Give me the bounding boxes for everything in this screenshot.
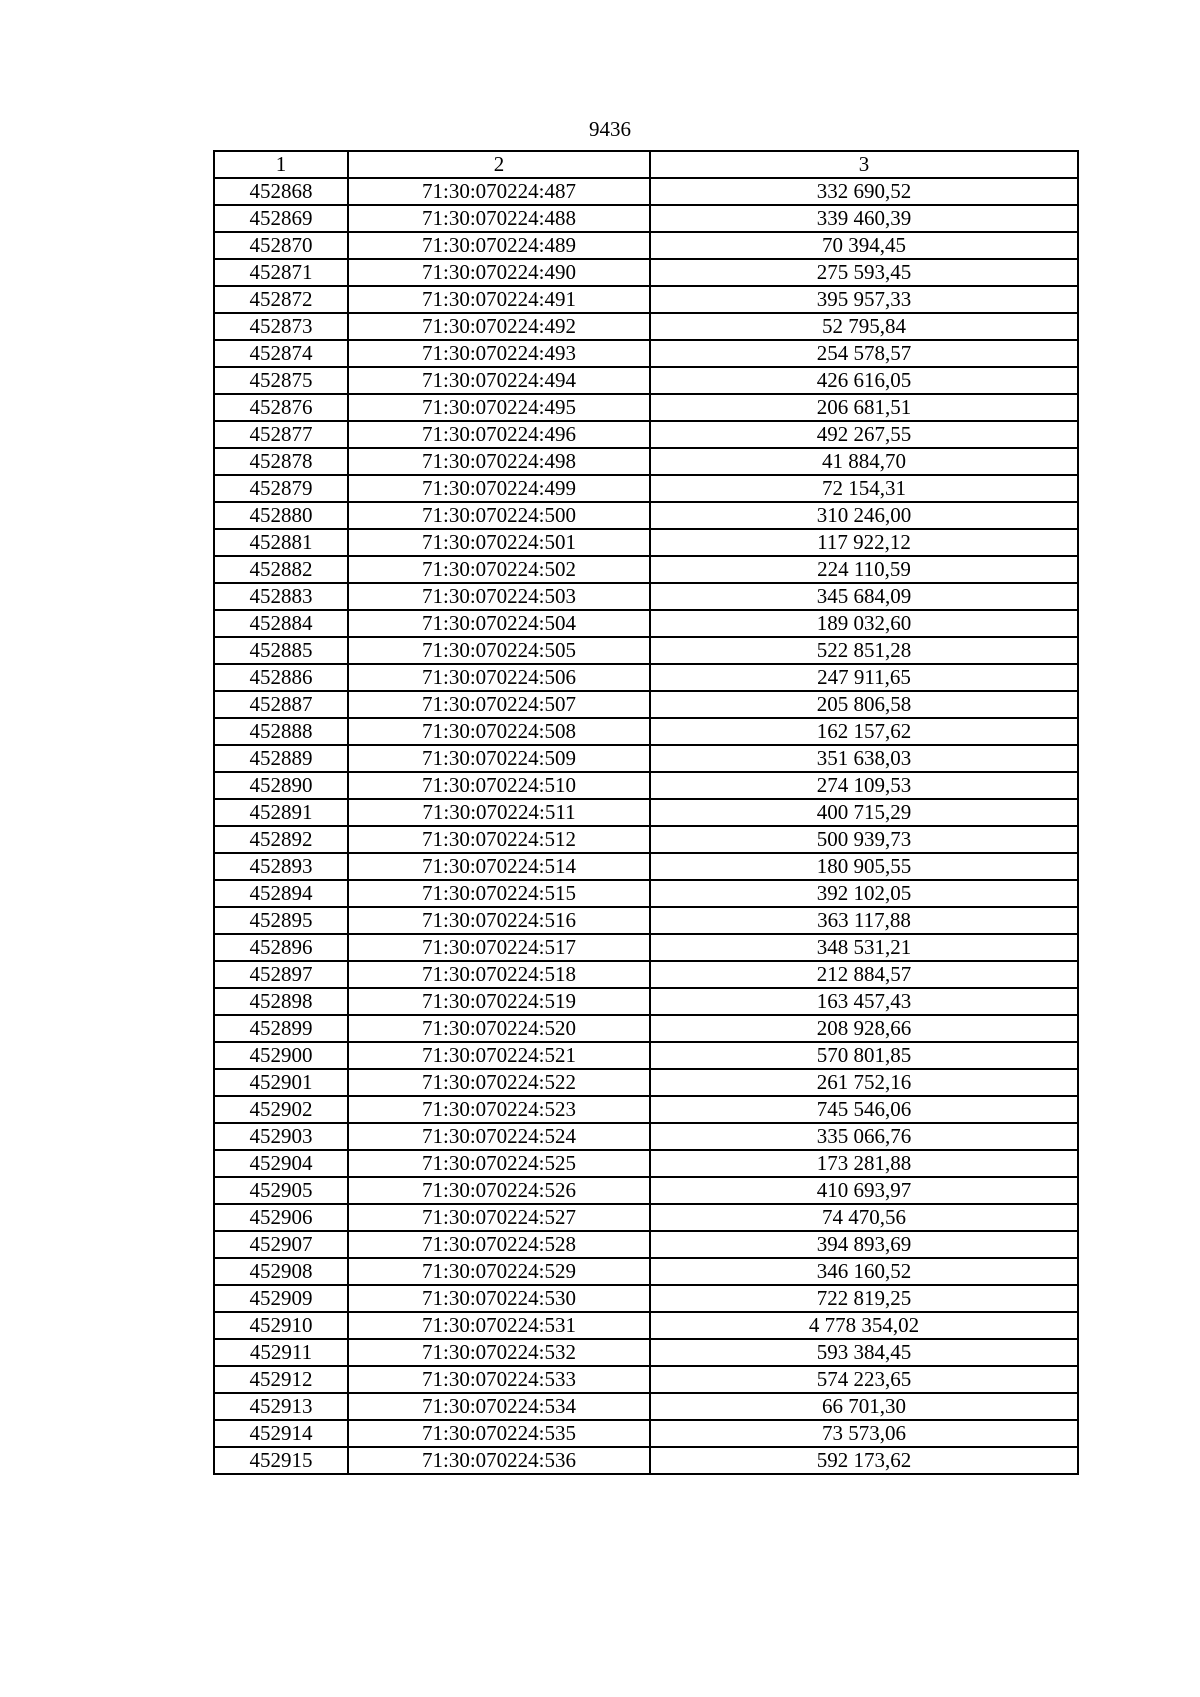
row-number-cell: 452904 bbox=[214, 1150, 348, 1177]
value-cell: 206 681,51 bbox=[650, 394, 1078, 421]
value-cell: 345 684,09 bbox=[650, 583, 1078, 610]
cadastral-number-cell: 71:30:070224:505 bbox=[348, 637, 650, 664]
row-number-cell: 452880 bbox=[214, 502, 348, 529]
row-number-cell: 452908 bbox=[214, 1258, 348, 1285]
value-cell: 275 593,45 bbox=[650, 259, 1078, 286]
cadastral-number-cell: 71:30:070224:526 bbox=[348, 1177, 650, 1204]
row-number-cell: 452882 bbox=[214, 556, 348, 583]
cadastral-number-cell: 71:30:070224:507 bbox=[348, 691, 650, 718]
value-cell: 492 267,55 bbox=[650, 421, 1078, 448]
table-row bbox=[214, 178, 1078, 205]
table-row bbox=[214, 799, 1078, 826]
table-row bbox=[214, 853, 1078, 880]
row-number-cell: 452907 bbox=[214, 1231, 348, 1258]
table-row bbox=[214, 907, 1078, 934]
value-cell: 180 905,55 bbox=[650, 853, 1078, 880]
value-cell: 274 109,53 bbox=[650, 772, 1078, 799]
row-number-cell: 452889 bbox=[214, 745, 348, 772]
table-row bbox=[214, 1447, 1078, 1474]
value-cell: 205 806,58 bbox=[650, 691, 1078, 718]
value-cell: 254 578,57 bbox=[650, 340, 1078, 367]
cadastral-number-cell: 71:30:070224:531 bbox=[348, 1312, 650, 1339]
row-number-cell: 452892 bbox=[214, 826, 348, 853]
value-cell: 745 546,06 bbox=[650, 1096, 1078, 1123]
table-row bbox=[214, 475, 1078, 502]
value-cell: 117 922,12 bbox=[650, 529, 1078, 556]
table-row bbox=[214, 1420, 1078, 1447]
row-number-cell: 452895 bbox=[214, 907, 348, 934]
table-row bbox=[214, 745, 1078, 772]
cadastral-number-cell: 71:30:070224:491 bbox=[348, 286, 650, 313]
table-row bbox=[214, 1339, 1078, 1366]
table-row bbox=[214, 1312, 1078, 1339]
row-number-cell: 452899 bbox=[214, 1015, 348, 1042]
row-number-cell: 452900 bbox=[214, 1042, 348, 1069]
row-number-cell: 452885 bbox=[214, 637, 348, 664]
value-cell: 41 884,70 bbox=[650, 448, 1078, 475]
row-number-cell: 452903 bbox=[214, 1123, 348, 1150]
table-row bbox=[214, 556, 1078, 583]
cadastral-number-cell: 71:30:070224:523 bbox=[348, 1096, 650, 1123]
table-row bbox=[214, 961, 1078, 988]
row-number-cell: 452914 bbox=[214, 1420, 348, 1447]
cadastral-number-cell: 71:30:070224:488 bbox=[348, 205, 650, 232]
value-cell: 208 928,66 bbox=[650, 1015, 1078, 1042]
table-row bbox=[214, 772, 1078, 799]
row-number-cell: 452868 bbox=[214, 178, 348, 205]
value-cell: 351 638,03 bbox=[650, 745, 1078, 772]
row-number-cell: 452896 bbox=[214, 934, 348, 961]
value-cell: 592 173,62 bbox=[650, 1447, 1078, 1474]
value-cell: 162 157,62 bbox=[650, 718, 1078, 745]
row-number-cell: 452887 bbox=[214, 691, 348, 718]
value-cell: 570 801,85 bbox=[650, 1042, 1078, 1069]
row-number-cell: 452901 bbox=[214, 1069, 348, 1096]
cadastral-number-cell: 71:30:070224:489 bbox=[348, 232, 650, 259]
value-cell: 335 066,76 bbox=[650, 1123, 1078, 1150]
table-row bbox=[214, 934, 1078, 961]
cadastral-number-cell: 71:30:070224:510 bbox=[348, 772, 650, 799]
row-number-cell: 452878 bbox=[214, 448, 348, 475]
header-col-3: 3 bbox=[650, 151, 1078, 178]
cadastral-number-cell: 71:30:070224:533 bbox=[348, 1366, 650, 1393]
value-cell: 163 457,43 bbox=[650, 988, 1078, 1015]
cadastral-number-cell: 71:30:070224:522 bbox=[348, 1069, 650, 1096]
row-number-cell: 452872 bbox=[214, 286, 348, 313]
table-row bbox=[214, 1393, 1078, 1420]
cadastral-number-cell: 71:30:070224:494 bbox=[348, 367, 650, 394]
row-number-cell: 452890 bbox=[214, 772, 348, 799]
table-row bbox=[214, 664, 1078, 691]
table-row bbox=[214, 1177, 1078, 1204]
cadastral-number-cell: 71:30:070224:515 bbox=[348, 880, 650, 907]
cadastral-number-cell: 71:30:070224:509 bbox=[348, 745, 650, 772]
value-cell: 363 117,88 bbox=[650, 907, 1078, 934]
value-cell: 52 795,84 bbox=[650, 313, 1078, 340]
table-row bbox=[214, 205, 1078, 232]
cadastral-number-cell: 71:30:070224:516 bbox=[348, 907, 650, 934]
row-number-cell: 452902 bbox=[214, 1096, 348, 1123]
table-row bbox=[214, 1042, 1078, 1069]
value-cell: 332 690,52 bbox=[650, 178, 1078, 205]
table-row bbox=[214, 1069, 1078, 1096]
value-cell: 426 616,05 bbox=[650, 367, 1078, 394]
cadastral-number-cell: 71:30:070224:500 bbox=[348, 502, 650, 529]
value-cell: 212 884,57 bbox=[650, 961, 1078, 988]
row-number-cell: 452897 bbox=[214, 961, 348, 988]
table-row bbox=[214, 1231, 1078, 1258]
table-row bbox=[214, 1096, 1078, 1123]
value-cell: 522 851,28 bbox=[650, 637, 1078, 664]
row-number-cell: 452869 bbox=[214, 205, 348, 232]
cadastral-number-cell: 71:30:070224:495 bbox=[348, 394, 650, 421]
row-number-cell: 452911 bbox=[214, 1339, 348, 1366]
value-cell: 173 281,88 bbox=[650, 1150, 1078, 1177]
cadastral-number-cell: 71:30:070224:528 bbox=[348, 1231, 650, 1258]
value-cell: 574 223,65 bbox=[650, 1366, 1078, 1393]
table-row bbox=[214, 1258, 1078, 1285]
table-row bbox=[214, 1123, 1078, 1150]
cadastral-number-cell: 71:30:070224:503 bbox=[348, 583, 650, 610]
table-row bbox=[214, 718, 1078, 745]
row-number-cell: 452888 bbox=[214, 718, 348, 745]
value-cell: 74 470,56 bbox=[650, 1204, 1078, 1231]
table-row bbox=[214, 259, 1078, 286]
cadastral-number-cell: 71:30:070224:514 bbox=[348, 853, 650, 880]
cadastral-number-cell: 71:30:070224:508 bbox=[348, 718, 650, 745]
value-cell: 346 160,52 bbox=[650, 1258, 1078, 1285]
table-row bbox=[214, 448, 1078, 475]
row-number-cell: 452909 bbox=[214, 1285, 348, 1312]
data-table bbox=[213, 150, 1079, 1475]
cadastral-number-cell: 71:30:070224:512 bbox=[348, 826, 650, 853]
value-cell: 70 394,45 bbox=[650, 232, 1078, 259]
table-row bbox=[214, 1285, 1078, 1312]
cadastral-number-cell: 71:30:070224:527 bbox=[348, 1204, 650, 1231]
table-row bbox=[214, 583, 1078, 610]
row-number-cell: 452910 bbox=[214, 1312, 348, 1339]
cadastral-number-cell: 71:30:070224:504 bbox=[348, 610, 650, 637]
page-number: 9436 bbox=[589, 117, 631, 141]
cadastral-number-cell: 71:30:070224:529 bbox=[348, 1258, 650, 1285]
row-number-cell: 452881 bbox=[214, 529, 348, 556]
cadastral-number-cell: 71:30:070224:536 bbox=[348, 1447, 650, 1474]
row-number-cell: 452871 bbox=[214, 259, 348, 286]
value-cell: 500 939,73 bbox=[650, 826, 1078, 853]
value-cell: 4 778 354,02 bbox=[650, 1312, 1078, 1339]
cadastral-number-cell: 71:30:070224:493 bbox=[348, 340, 650, 367]
value-cell: 310 246,00 bbox=[650, 502, 1078, 529]
cadastral-number-cell: 71:30:070224:530 bbox=[348, 1285, 650, 1312]
cadastral-number-cell: 71:30:070224:490 bbox=[348, 259, 650, 286]
value-cell: 722 819,25 bbox=[650, 1285, 1078, 1312]
cadastral-number-cell: 71:30:070224:519 bbox=[348, 988, 650, 1015]
table-row bbox=[214, 313, 1078, 340]
table-row bbox=[214, 826, 1078, 853]
cadastral-number-cell: 71:30:070224:534 bbox=[348, 1393, 650, 1420]
cadastral-number-cell: 71:30:070224:506 bbox=[348, 664, 650, 691]
row-number-cell: 452906 bbox=[214, 1204, 348, 1231]
value-cell: 400 715,29 bbox=[650, 799, 1078, 826]
row-number-cell: 452875 bbox=[214, 367, 348, 394]
cadastral-number-cell: 71:30:070224:487 bbox=[348, 178, 650, 205]
cadastral-number-cell: 71:30:070224:521 bbox=[348, 1042, 650, 1069]
header-col-2: 2 bbox=[348, 151, 650, 178]
value-cell: 593 384,45 bbox=[650, 1339, 1078, 1366]
row-number-cell: 452873 bbox=[214, 313, 348, 340]
cadastral-number-cell: 71:30:070224:511 bbox=[348, 799, 650, 826]
cadastral-number-cell: 71:30:070224:517 bbox=[348, 934, 650, 961]
table-row bbox=[214, 1204, 1078, 1231]
table-row bbox=[214, 637, 1078, 664]
cadastral-number-cell: 71:30:070224:498 bbox=[348, 448, 650, 475]
table-row bbox=[214, 1150, 1078, 1177]
value-cell: 348 531,21 bbox=[650, 934, 1078, 961]
table-row bbox=[214, 880, 1078, 907]
table-row bbox=[214, 1015, 1078, 1042]
table-row bbox=[214, 691, 1078, 718]
row-number-cell: 452905 bbox=[214, 1177, 348, 1204]
row-number-cell: 452894 bbox=[214, 880, 348, 907]
value-cell: 392 102,05 bbox=[650, 880, 1078, 907]
value-cell: 395 957,33 bbox=[650, 286, 1078, 313]
value-cell: 72 154,31 bbox=[650, 475, 1078, 502]
table-row bbox=[214, 286, 1078, 313]
cadastral-number-cell: 71:30:070224:525 bbox=[348, 1150, 650, 1177]
row-number-cell: 452884 bbox=[214, 610, 348, 637]
row-number-cell: 452870 bbox=[214, 232, 348, 259]
cadastral-number-cell: 71:30:070224:496 bbox=[348, 421, 650, 448]
value-cell: 410 693,97 bbox=[650, 1177, 1078, 1204]
table-body bbox=[214, 178, 1078, 1474]
row-number-cell: 452893 bbox=[214, 853, 348, 880]
table-header bbox=[214, 151, 1078, 178]
row-number-cell: 452877 bbox=[214, 421, 348, 448]
cadastral-number-cell: 71:30:070224:524 bbox=[348, 1123, 650, 1150]
cadastral-number-cell: 71:30:070224:502 bbox=[348, 556, 650, 583]
header-col-1: 1 bbox=[214, 151, 348, 178]
table-row bbox=[214, 421, 1078, 448]
table-row bbox=[214, 502, 1078, 529]
header-row bbox=[214, 151, 1078, 178]
cadastral-number-cell: 71:30:070224:518 bbox=[348, 961, 650, 988]
table-row bbox=[214, 610, 1078, 637]
row-number-cell: 452913 bbox=[214, 1393, 348, 1420]
cadastral-number-cell: 71:30:070224:492 bbox=[348, 313, 650, 340]
cadastral-number-cell: 71:30:070224:520 bbox=[348, 1015, 650, 1042]
table-row bbox=[214, 232, 1078, 259]
value-cell: 394 893,69 bbox=[650, 1231, 1078, 1258]
row-number-cell: 452879 bbox=[214, 475, 348, 502]
row-number-cell: 452912 bbox=[214, 1366, 348, 1393]
value-cell: 66 701,30 bbox=[650, 1393, 1078, 1420]
row-number-cell: 452874 bbox=[214, 340, 348, 367]
table-row bbox=[214, 988, 1078, 1015]
cadastral-number-cell: 71:30:070224:499 bbox=[348, 475, 650, 502]
value-cell: 189 032,60 bbox=[650, 610, 1078, 637]
value-cell: 247 911,65 bbox=[650, 664, 1078, 691]
cadastral-number-cell: 71:30:070224:535 bbox=[348, 1420, 650, 1447]
table-row bbox=[214, 1366, 1078, 1393]
row-number-cell: 452898 bbox=[214, 988, 348, 1015]
value-cell: 261 752,16 bbox=[650, 1069, 1078, 1096]
row-number-cell: 452876 bbox=[214, 394, 348, 421]
value-cell: 73 573,06 bbox=[650, 1420, 1078, 1447]
cadastral-number-cell: 71:30:070224:532 bbox=[348, 1339, 650, 1366]
value-cell: 339 460,39 bbox=[650, 205, 1078, 232]
cadastral-number-cell: 71:30:070224:501 bbox=[348, 529, 650, 556]
table-row bbox=[214, 367, 1078, 394]
table-row bbox=[214, 394, 1078, 421]
row-number-cell: 452915 bbox=[214, 1447, 348, 1474]
table-row bbox=[214, 529, 1078, 556]
row-number-cell: 452891 bbox=[214, 799, 348, 826]
row-number-cell: 452886 bbox=[214, 664, 348, 691]
value-cell: 224 110,59 bbox=[650, 556, 1078, 583]
row-number-cell: 452883 bbox=[214, 583, 348, 610]
table-row bbox=[214, 340, 1078, 367]
